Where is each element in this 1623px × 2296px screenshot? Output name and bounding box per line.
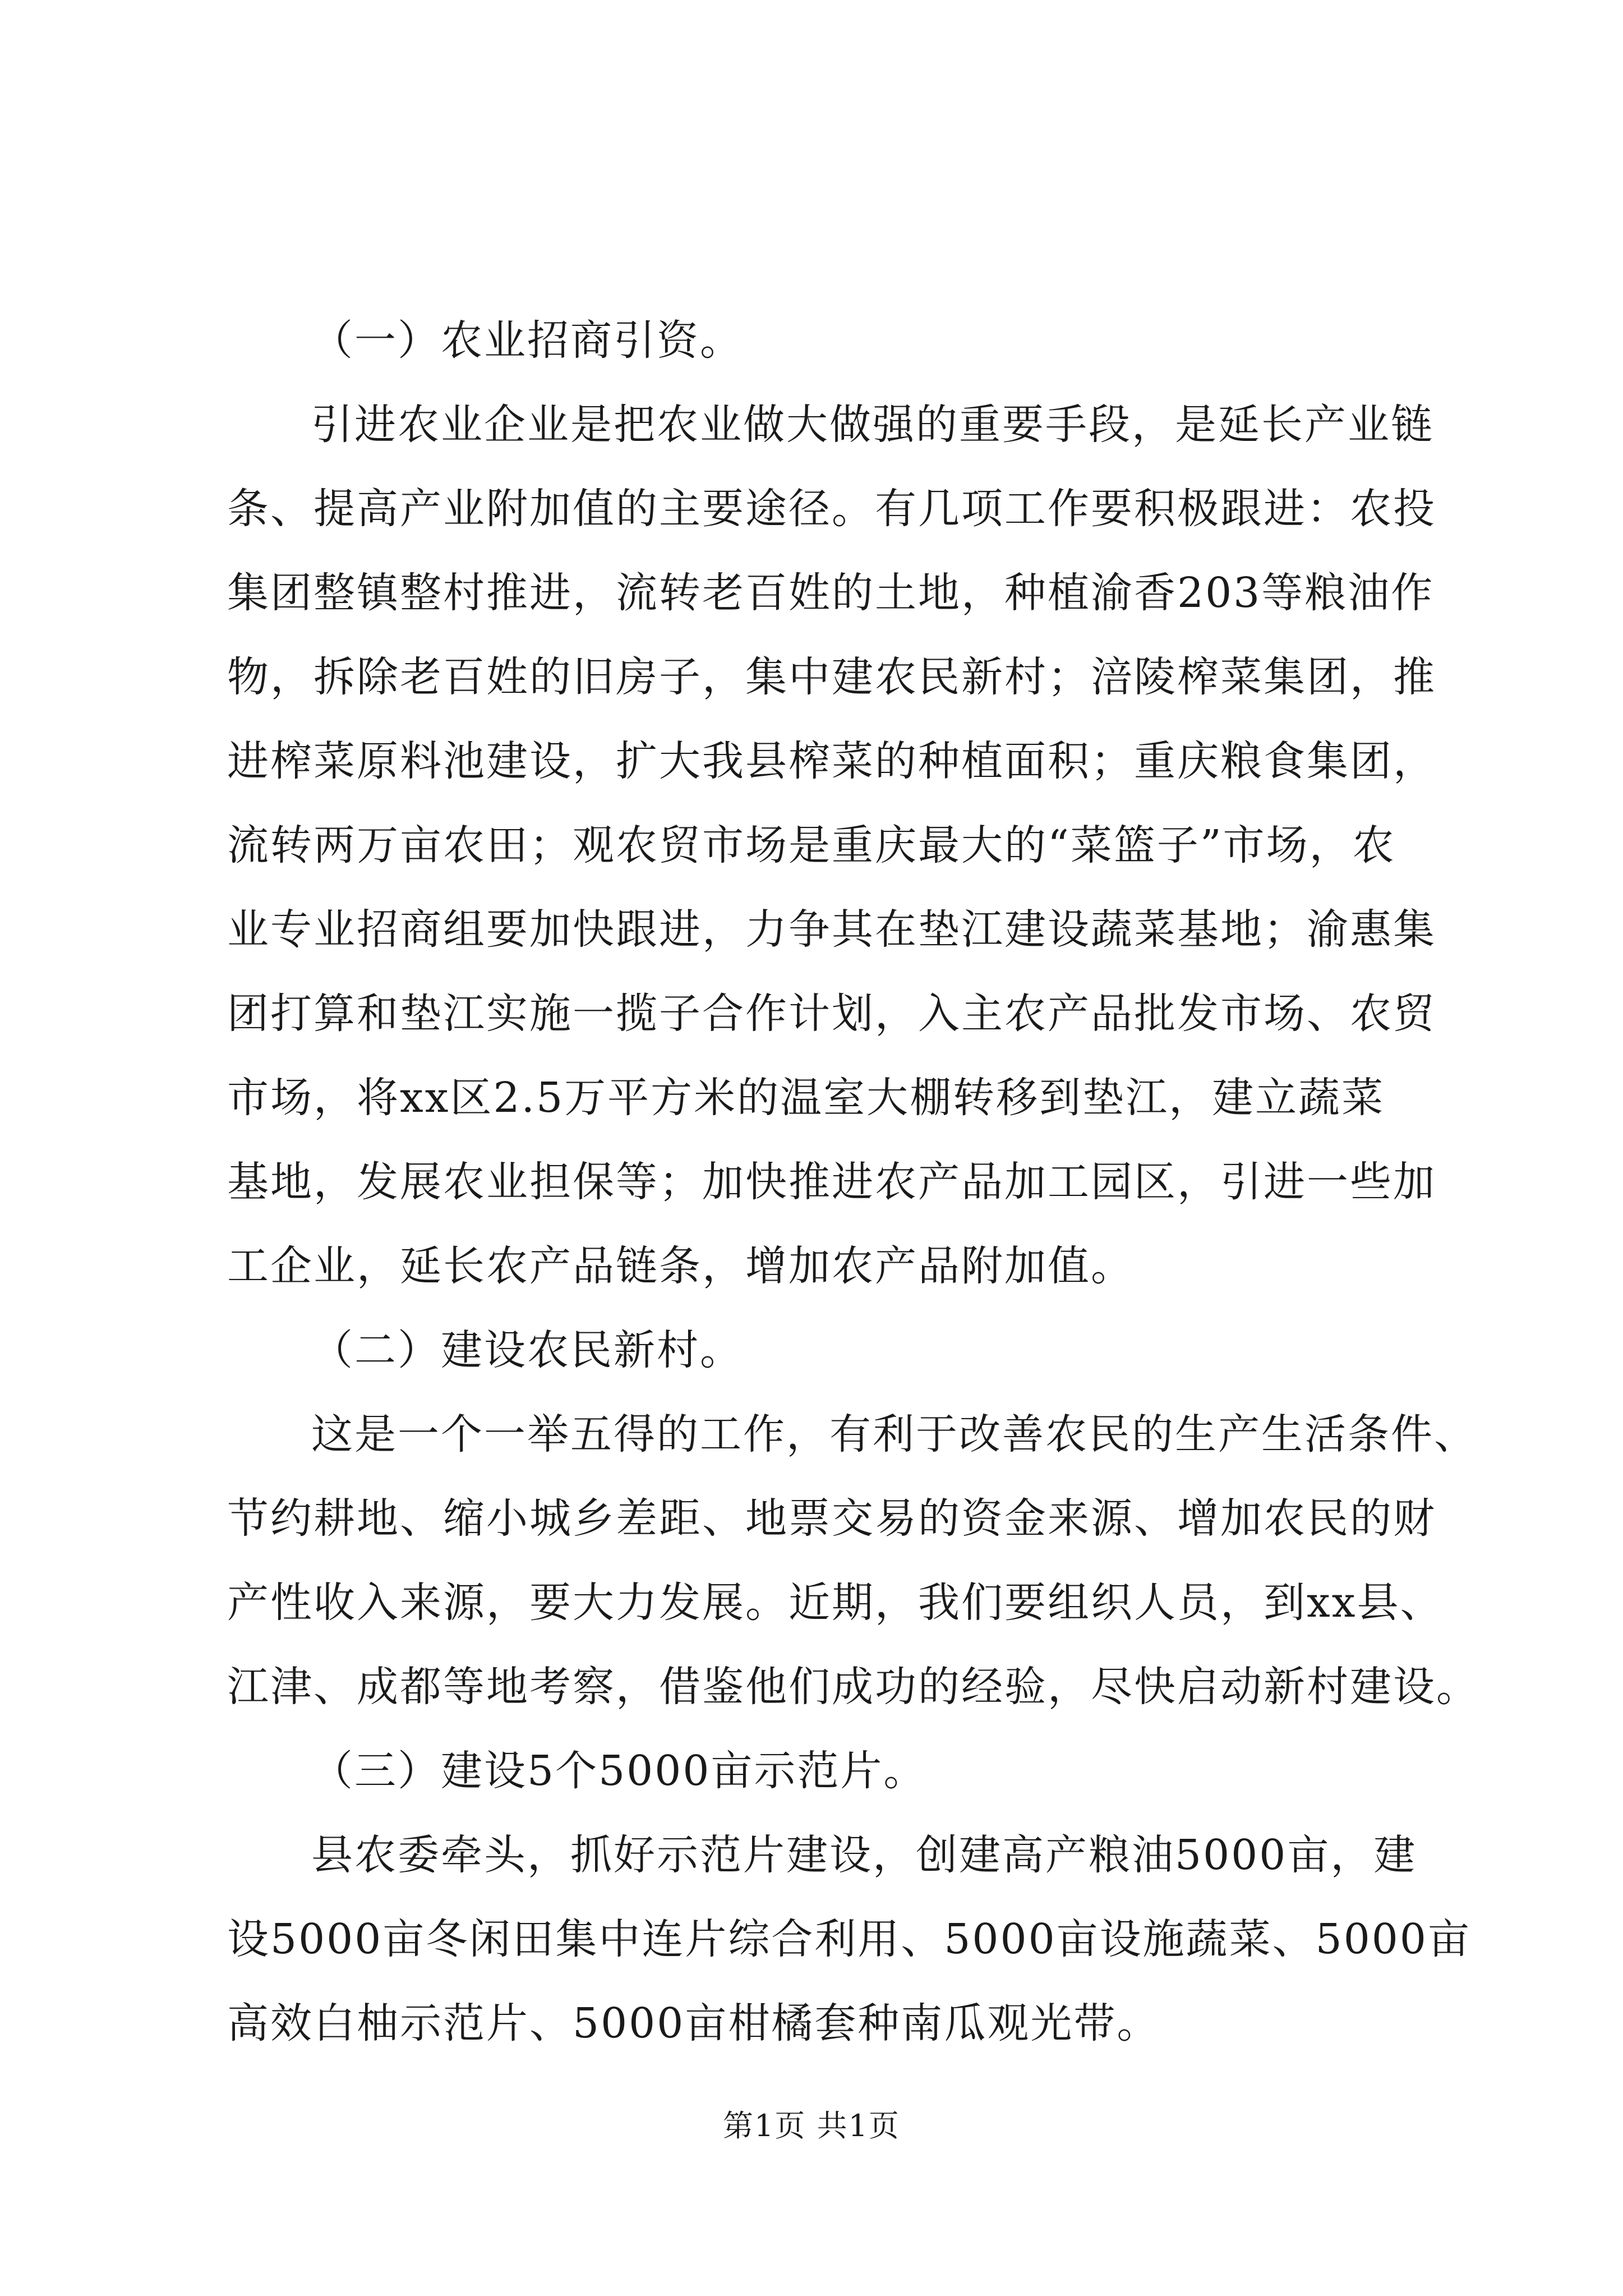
paragraph-line: 县农委牵头，抓好示范片建设，创建高产粮油5000亩，建 xyxy=(311,1831,1417,1879)
page-footer: 第1页 共1页 xyxy=(723,2108,900,2143)
section-heading: （三）建设5个5000亩示范片。 xyxy=(311,1747,927,1795)
paragraph-line: 节约耕地、缩小城乡差距、地票交易的资金来源、增加农民的财 xyxy=(227,1494,1436,1543)
paragraph-line: 工企业，延长农产品链条，增加农产品附加值。 xyxy=(227,1242,1134,1290)
paragraph-line: 江津、成都等地考察，借鉴他们成功的经验，尽快启动新村建设。 xyxy=(227,1663,1479,1711)
paragraph-line: 这是一个一举五得的工作，有利于改善农民的生产生活条件、 xyxy=(311,1410,1477,1458)
paragraph-line: 产性收入来源，要大力发展。近期，我们要组织人员，到xx县、 xyxy=(227,1579,1444,1627)
document-body xyxy=(227,298,1479,2065)
paragraph-line: 集团整镇整村推进，流转老百姓的土地，种植渝香203等粮油作 xyxy=(227,569,1435,617)
paragraph-line: 市场，将xx区2.5万平方米的温室大棚转移到垫江，建立蔬菜 xyxy=(227,1074,1385,1122)
paragraph-line: 进榨菜原料池建设，扩大我县榨菜的种植面积；重庆粮食集团， xyxy=(227,737,1436,785)
section-heading: （二）建设农民新村。 xyxy=(311,1326,743,1374)
paragraph-line: 业专业招商组要加快跟进，力争其在垫江建设蔬菜基地；渝惠集 xyxy=(227,905,1436,954)
paragraph-line: 物，拆除老百姓的旧房子，集中建农民新村；涪陵榨菜集团，推 xyxy=(227,653,1436,701)
paragraph-line: 高效白柚示范片、5000亩柑橘套种南瓜观光带。 xyxy=(227,1999,1160,2047)
paragraph-line: 团打算和垫江实施一揽子合作计划，入主农产品批发市场、农贸 xyxy=(227,990,1436,1038)
section-heading: （一）农业招商引资。 xyxy=(311,316,743,365)
paragraph-line: 引进农业企业是把农业做大做强的重要手段，是延长产业链 xyxy=(311,401,1434,449)
paragraph-line: 流转两万亩农田；观农贸市场是重庆最大的“菜篮子”市场，农 xyxy=(227,821,1396,869)
paragraph-line: 设5000亩冬闲田集中连片综合利用、5000亩设施蔬菜、5000亩 xyxy=(227,1915,1471,1963)
paragraph-line: 基地，发展农业担保等；加快推进农产品加工园区，引进一些加 xyxy=(227,1158,1436,1206)
paragraph-line: 条、提高产业附加值的主要途径。有几项工作要积极跟进：农投 xyxy=(227,485,1436,533)
